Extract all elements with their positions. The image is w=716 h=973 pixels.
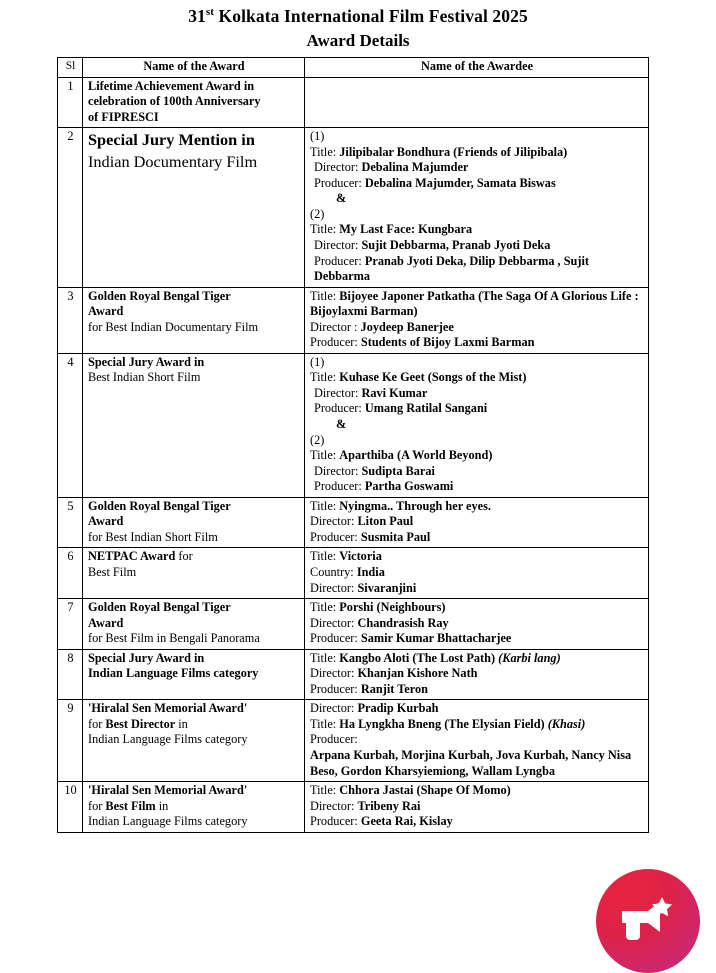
table-header-row <box>58 58 649 78</box>
awardee-detail-line: Title: Kangbo Aloti (The Lost Path) (Karbi lang) <box>310 650 561 665</box>
award-name-line: Special Jury Award in <box>88 354 205 369</box>
awardee-detail-line: Title: Victoria <box>310 549 382 564</box>
table-body <box>58 77 649 832</box>
awardee-detail-line: Director : Joydeep Banerjee <box>310 319 454 334</box>
awardee-detail-line: Title: Porshi (Neighbours) <box>310 600 446 615</box>
awardee-detail-line: Title: Chhora Jastai (Shape Of Momo) <box>310 783 511 798</box>
awardee-detail-line: Director: Sudipta Barai <box>314 463 435 478</box>
award-name-line: Lifetime Achievement Award in <box>88 78 255 93</box>
awardee-detail-line: Producer: Partha Goswami <box>314 479 454 494</box>
cell-award-name <box>83 700 305 782</box>
awardee-detail-line: Title: Ha Lyngkha Bneng (The Elysian Field) (Khasi) <box>310 716 586 731</box>
awardee-detail-line: Country: India <box>310 564 385 579</box>
cell-awardee-details <box>305 353 649 497</box>
award-name-line: Special Jury Mention in <box>88 130 255 150</box>
award-name-line: Golden Royal Bengal Tiger <box>88 498 231 513</box>
awardee-detail-line: Producer: Geeta Rai, Kislay <box>310 814 453 829</box>
cell-serial-number: 3 <box>58 287 83 353</box>
awardee-detail-line: (2) <box>310 432 325 447</box>
megaphone-star-icon <box>618 895 674 947</box>
awardee-detail-line: Producer: Debalina Majumder, Samata Biswas <box>314 175 556 190</box>
table-row <box>58 497 649 548</box>
cell-serial-number: 7 <box>58 599 83 650</box>
awardee-detail-line: Producer: Pranab Jyoti Deka, Dilip Debbarma , Sujit Debbarma <box>314 253 589 284</box>
awardee-detail-line: Director: Chandrasish Ray <box>310 615 449 630</box>
awardee-detail-line: Producer: Susmita Paul <box>310 529 431 544</box>
table-row <box>58 700 649 782</box>
cell-awardee-details <box>305 77 649 128</box>
awardee-detail-line: Title: My Last Face: Kungbara <box>310 222 473 237</box>
cell-award-name <box>83 497 305 548</box>
awardee-detail-line: Director: Khanjan Kishore Nath <box>310 666 478 681</box>
table-row <box>58 548 649 599</box>
award-name-line: NETPAC Award for <box>88 549 193 564</box>
awardee-language-note: (Karbi lang) <box>498 650 561 665</box>
cell-awardee-details <box>305 649 649 700</box>
table-row <box>58 649 649 700</box>
page-title-text: Kolkata International Film Festival 2025 <box>214 6 528 26</box>
cell-serial-number: 10 <box>58 782 83 833</box>
cell-serial-number: 9 <box>58 700 83 782</box>
award-name-line: Indian Language Films category <box>88 814 248 829</box>
cell-awardee-details <box>305 128 649 287</box>
page-title <box>0 0 716 28</box>
table-row <box>58 287 649 353</box>
award-name-line: Indian Language Films category <box>88 732 248 747</box>
award-name-line: Best Film <box>88 564 137 579</box>
awardee-detail-line: Producer: Samir Kumar Bhattacharjee <box>310 631 512 646</box>
awardee-detail-line: Director: Liton Paul <box>310 514 414 529</box>
cell-award-name <box>83 649 305 700</box>
award-name-line: for Best Film in <box>88 798 169 813</box>
cell-awardee-details <box>305 700 649 782</box>
page-subtitle: Award Details <box>306 30 410 50</box>
award-name-line: Award <box>88 615 124 630</box>
cell-award-name <box>83 782 305 833</box>
cell-serial-number: 8 <box>58 649 83 700</box>
cell-awardee-details <box>305 548 649 599</box>
cell-award-name <box>83 548 305 599</box>
awardee-detail-line: (1) <box>310 354 325 369</box>
cell-serial-number: 2 <box>58 128 83 287</box>
awardee-detail-line: Director: Debalina Majumder <box>314 160 469 175</box>
awardee-detail-line: Director: Sujit Debbarma, Pranab Jyoti Deka <box>314 238 551 253</box>
award-name-line: Special Jury Award in <box>88 650 205 665</box>
table-row <box>58 77 649 128</box>
award-name-line: Best Indian Short Film <box>88 370 201 385</box>
awardee-detail-line: Director: Tribeny Rai <box>310 798 421 813</box>
award-name-line: celebration of 100th Anniversary <box>88 94 261 109</box>
cell-serial-number: 1 <box>58 77 83 128</box>
award-name-line: Golden Royal Bengal Tiger <box>88 288 231 303</box>
awardee-detail-line: Producer: Umang Ratilal Sangani <box>314 401 488 416</box>
awardee-detail-line: Title: Nyingma.. Through her eyes. <box>310 498 491 513</box>
awardee-detail-line: Title: Aparthiba (A World Beyond) <box>310 448 493 463</box>
table-row <box>58 128 649 287</box>
awardee-detail-line: Producer: Ranjit Teron <box>310 681 428 696</box>
cell-awardee-details <box>305 782 649 833</box>
awardee-detail-line: (1) <box>310 129 325 144</box>
table-row <box>58 782 649 833</box>
awardee-detail-line: Producer: <box>310 732 358 747</box>
award-name-line: Indian Language Films category <box>88 666 259 681</box>
cell-serial-number: 5 <box>58 497 83 548</box>
cell-awardee-details <box>305 287 649 353</box>
cell-serial-number: 6 <box>58 548 83 599</box>
awardee-detail-line: Title: Jilipibalar Bondhura (Friends of Jilipibala) <box>310 144 568 159</box>
awardee-ampersand-separator: & <box>336 191 347 206</box>
column-header-award: Name of the Award <box>83 58 305 78</box>
award-name-line: Golden Royal Bengal Tiger <box>88 600 231 615</box>
cell-award-name <box>83 353 305 497</box>
column-header-sl: Sl <box>58 58 83 78</box>
page-title-ordinal-suffix: st <box>205 6 215 19</box>
cell-award-name <box>83 128 305 287</box>
award-name-line: for Best Indian Short Film <box>88 529 218 544</box>
cell-award-name <box>83 599 305 650</box>
cell-award-name <box>83 287 305 353</box>
cell-serial-number: 4 <box>58 353 83 497</box>
page-title-number: 31 <box>188 6 206 26</box>
award-details-table-container <box>57 57 648 833</box>
award-name-line: of FIPRESCI <box>88 109 159 124</box>
award-name-line: Indian Documentary Film <box>88 152 258 172</box>
table-header <box>58 58 649 78</box>
awardee-detail-line: Title: Kuhase Ke Geet (Songs of the Mist) <box>310 370 527 385</box>
awardee-detail-line: Title: Bijoyee Japoner Patkatha (The Saga Of A Glorious Life : Bijoylaxmi Barman) <box>310 288 639 319</box>
table-row <box>58 353 649 497</box>
table-row <box>58 599 649 650</box>
awardee-detail-line: (2) <box>310 206 325 221</box>
award-name-line: for Best Director in <box>88 716 188 731</box>
awardee-ampersand-separator: & <box>336 417 347 432</box>
awardee-detail-line: Director: Ravi Kumar <box>314 385 428 400</box>
corner-watermark-badge <box>596 869 700 973</box>
award-name-line: for Best Indian Documentary Film <box>88 319 259 334</box>
award-name-line: for Best Film in Bengali Panorama <box>88 631 260 646</box>
awardee-detail-line: Director: Sivaranjini <box>310 580 417 595</box>
awardee-detail-line: Producer: Students of Bijoy Laxmi Barman <box>310 335 535 350</box>
award-details-table <box>57 57 649 833</box>
column-header-awardee: Name of the Awardee <box>305 58 649 78</box>
award-name-line: 'Hiralal Sen Memorial Award' <box>88 701 248 716</box>
award-name-line: Award <box>88 304 124 319</box>
cell-awardee-details <box>305 497 649 548</box>
awardee-language-note: (Khasi) <box>547 716 586 731</box>
cell-award-name <box>83 77 305 128</box>
awardee-detail-line: Arpana Kurbah, Morjina Kurbah, Jova Kurbah, Nancy Nisa Beso, Gordon Kharsyiemiong, Wallam Lyngba <box>310 747 632 778</box>
awardee-detail-line: Director: Pradip Kurbah <box>310 701 439 716</box>
award-name-line: 'Hiralal Sen Memorial Award' <box>88 783 248 798</box>
cell-awardee-details <box>305 599 649 650</box>
award-name-line: Award <box>88 514 124 529</box>
